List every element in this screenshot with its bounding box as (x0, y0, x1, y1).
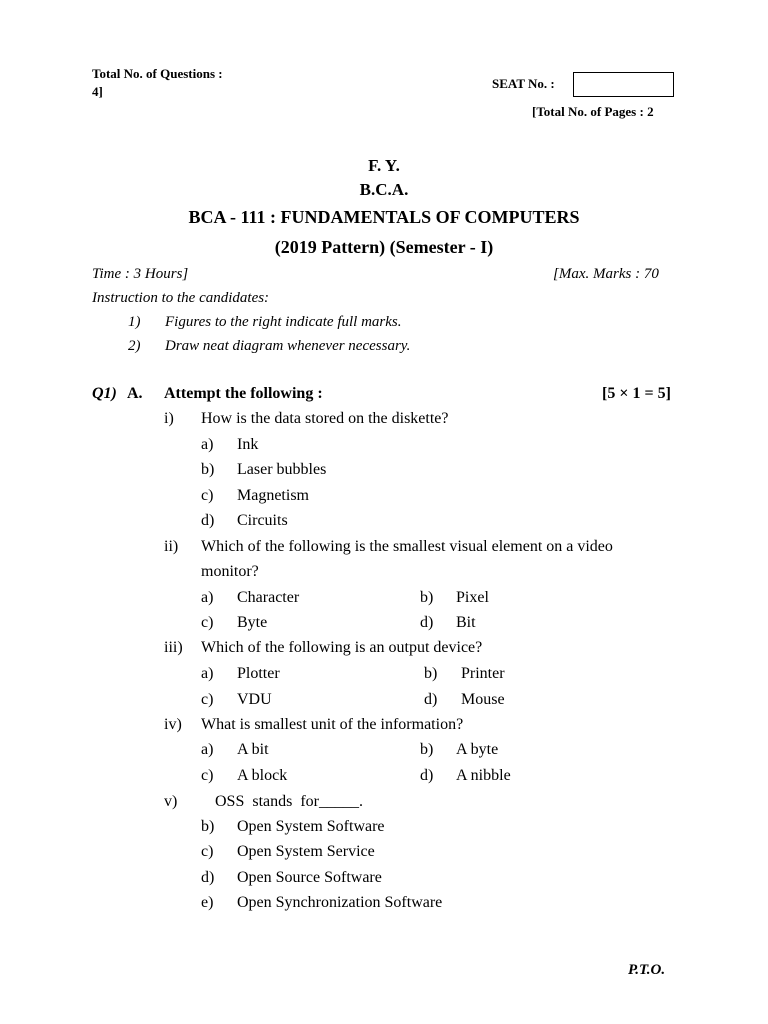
option-text: Open Synchronization Software (237, 894, 443, 911)
option-text: A block (237, 767, 288, 784)
option-key: d) (424, 691, 438, 708)
question-label: Q1) (92, 385, 117, 402)
option-key: c) (201, 487, 214, 504)
total-questions-value: 4] (92, 84, 103, 99)
option-text: A bit (237, 741, 269, 758)
question-text: OSS stands for_____. (215, 793, 364, 810)
option-text: Magnetism (237, 487, 309, 504)
option-key: d) (201, 869, 215, 886)
option-text: Character (237, 589, 300, 606)
instruction-text: Draw neat diagram whenever necessary. (165, 338, 411, 354)
question-number: iv) (164, 716, 182, 733)
option-text: Printer (461, 665, 505, 682)
question-marks: [5 × 1 = 5] (602, 385, 671, 402)
seat-no-box (573, 72, 674, 97)
question-text: Which of the following is the smallest visual element on a video (201, 538, 613, 555)
question-number: v) (164, 793, 178, 810)
option-text: Mouse (461, 691, 505, 708)
option-key: b) (201, 818, 215, 835)
question-text: What is smallest unit of the information? (201, 716, 464, 733)
question-text: Which of the following is an output device? (201, 639, 483, 656)
total-questions-label: Total No. of Questions : (92, 66, 223, 81)
option-key: d) (420, 767, 434, 784)
question-heading: Attempt the following : (164, 385, 323, 402)
title-line1: F. Y. (368, 156, 400, 175)
seat-no-label: SEAT No. : (492, 76, 555, 91)
exam-time: Time : 3 Hours] (92, 266, 189, 282)
option-text: A nibble (456, 767, 511, 784)
option-key: a) (201, 665, 214, 682)
option-text: Open Source Software (237, 869, 382, 886)
option-key: a) (201, 436, 214, 453)
option-key: b) (420, 589, 434, 606)
option-text: Open System Software (237, 818, 385, 835)
instruction-text: Figures to the right indicate full marks. (165, 314, 402, 330)
total-pages: [Total No. of Pages : 2 (532, 104, 654, 119)
option-key: d) (201, 512, 215, 529)
option-text: Byte (237, 614, 268, 631)
option-key: c) (201, 843, 214, 860)
instructions-heading: Instruction to the candidates: (92, 290, 270, 306)
option-text: Bit (456, 614, 476, 631)
option-key: c) (201, 614, 214, 631)
option-key: e) (201, 894, 214, 911)
option-text: VDU (237, 691, 272, 708)
title-line2: B.C.A. (359, 180, 409, 199)
option-key: a) (201, 741, 214, 758)
question-number: i) (164, 410, 174, 427)
option-key: d) (420, 614, 434, 631)
option-key: b) (424, 665, 438, 682)
option-text: Plotter (237, 665, 280, 682)
question-number: ii) (164, 538, 179, 555)
option-key: c) (201, 691, 214, 708)
option-key: b) (201, 461, 215, 478)
max-marks: [Max. Marks : 70 (553, 266, 659, 282)
option-key: b) (420, 741, 434, 758)
question-part: A. (127, 385, 143, 402)
option-text: Pixel (456, 589, 489, 606)
option-text: Circuits (237, 512, 288, 529)
instruction-num: 2) (128, 338, 141, 354)
question-number: iii) (164, 639, 183, 656)
course-title: BCA - 111 : FUNDAMENTALS OF COMPUTERS (188, 207, 580, 227)
option-key: c) (201, 767, 214, 784)
option-key: a) (201, 589, 214, 606)
instruction-num: 1) (128, 314, 141, 330)
option-text: A byte (456, 741, 499, 758)
option-text: Ink (237, 436, 259, 453)
question-text: How is the data stored on the diskette? (201, 410, 449, 427)
option-text: Open System Service (237, 843, 375, 860)
exam-pattern: (2019 Pattern) (Semester - I) (274, 237, 494, 257)
question-text-continued: monitor? (201, 563, 259, 580)
option-text: Laser bubbles (237, 461, 327, 478)
pto-label: P.T.O. (628, 962, 666, 978)
